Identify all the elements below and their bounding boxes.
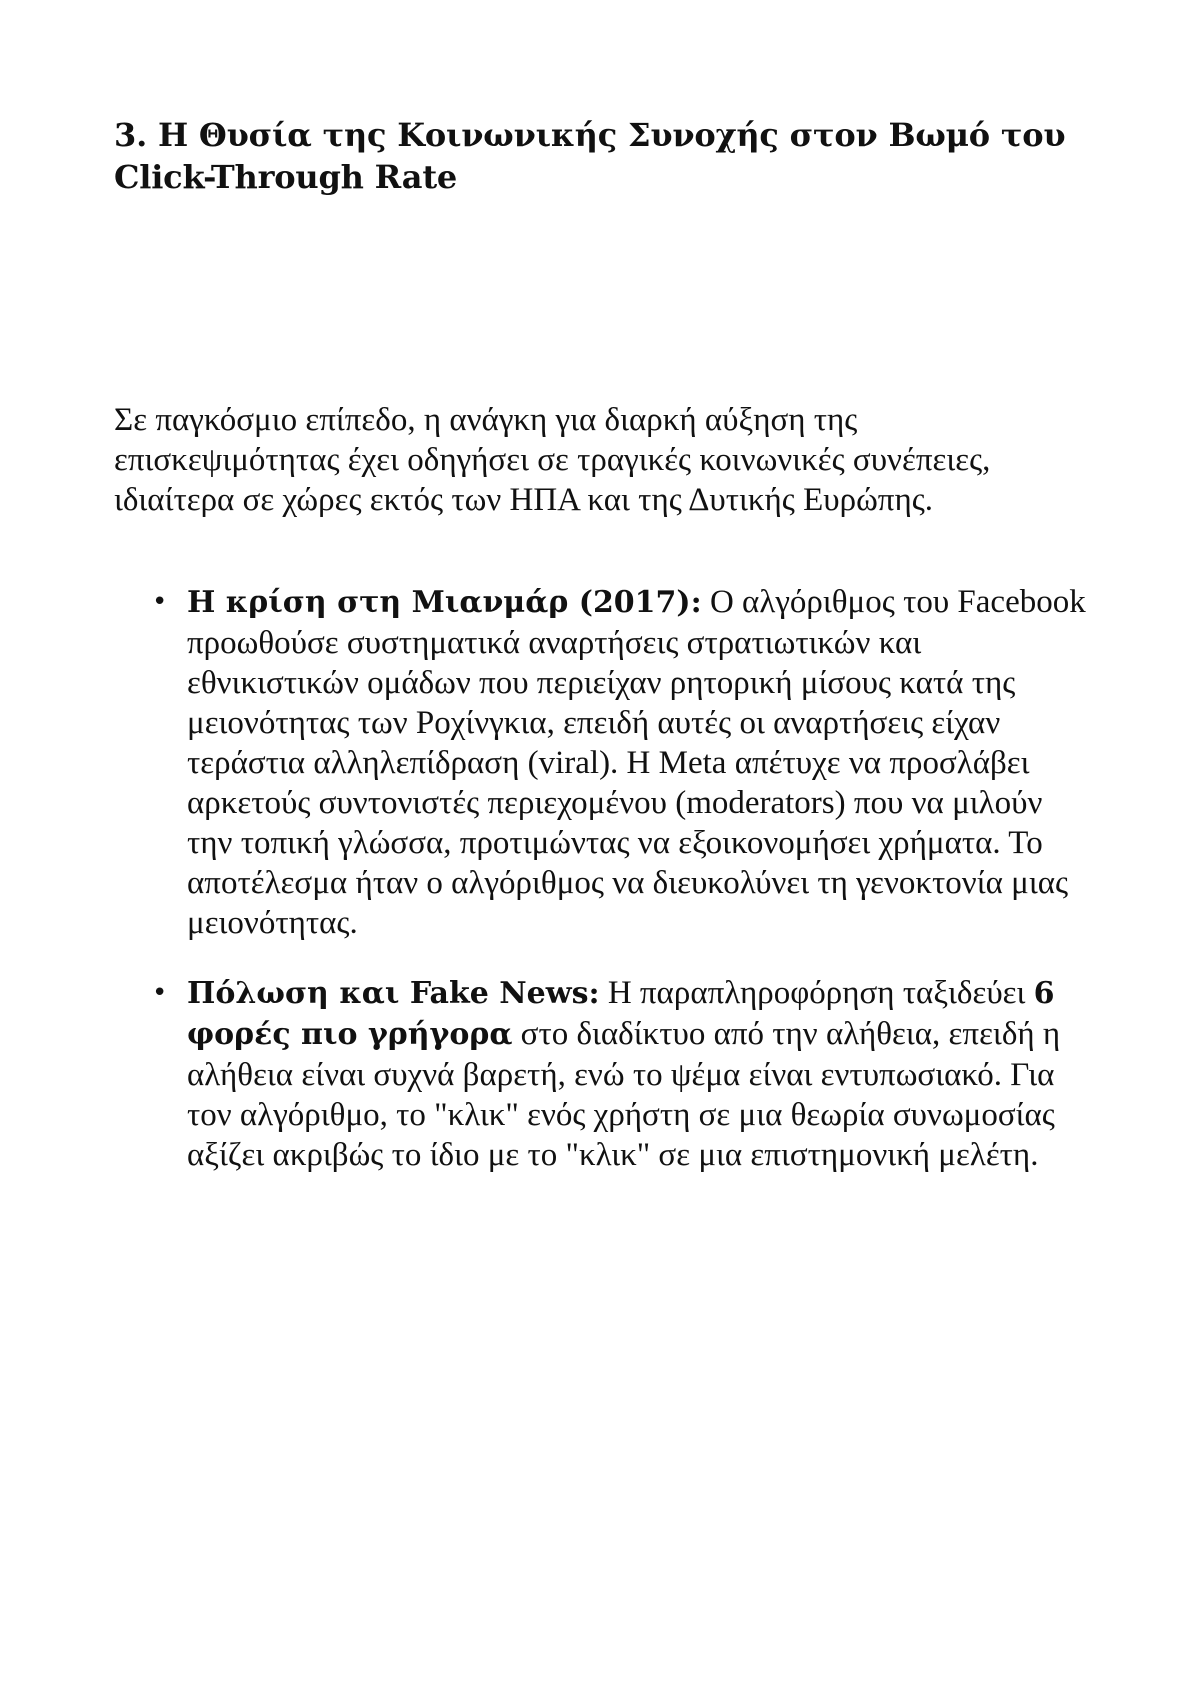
bullet-lead-myanmar: Η κρίση στη Μιανμάρ (2017): [187,585,702,620]
bullet-list [114,582,1094,1205]
list-item [114,973,1094,1175]
bullet-text-before-emphasis: Η παραπληροφόρηση ταξιδεύει [599,975,1034,1011]
bullet-emphasis: 6 φορές πιο γρήγορα [187,976,1055,1052]
intro-paragraph: Σε παγκόσμιο επίπεδο, η ανάγκη για διαρκή αύξηση της επισκεψιμότητας έχει οδηγήσει σε τραγικές κοινωνικές συνέπειες, ιδιαίτερα σε χώρες εκτός των ΗΠΑ και της Δυτικής Ευρώπης. [114,402,991,518]
bullet-text-myanmar: Ο αλγόριθμος του Facebook προωθούσε συστηματικά αναρτήσεις στρατιωτικών και εθνικιστικών ομάδων που περιείχαν ρητορική μίσους κατά της μειονότητας των Ροχίνγκια, επειδή αυτές οι αναρτήσεις είχαν τεράστια αλληλεπίδραση (viral). Η Meta απέτυχε να προσλάβει αρκετούς συντονιστές περιεχομένου (moderators) που να μιλούν την τοπική γλώσσα, προτιμώντας να εξοικονομήσει χρήματα. Το αποτέλεσμα ήταν ο αλγόριθμος να διευκολύνει τη γενοκτονία μιας μειονότητας. [187,584,1086,941]
bullet-text-after-emphasis: στο διαδίκτυο από την αλήθεια, επειδή η αλήθεια είναι συχνά βαρετή, ενώ το ψέμα είναι εντυπωσιακό. Για τον αλγόριθμο, το "κλικ" ενός χρήστη σε μια θεωρία συνωμοσίας αξίζει ακριβώς το ίδιο με το "κλικ" σε μια επιστημονική μελέτη. [187,1016,1061,1173]
bullet-icon: • [152,978,168,1008]
list-item [114,582,1094,943]
bullet-icon: • [152,587,168,617]
bullet-lead-fake-news: Πόλωση και Fake News: [187,976,600,1011]
section-heading: 3. Η Θυσία της Κοινωνικής Συνοχής στον Βωμό του Click-Through Rate [114,116,1066,196]
